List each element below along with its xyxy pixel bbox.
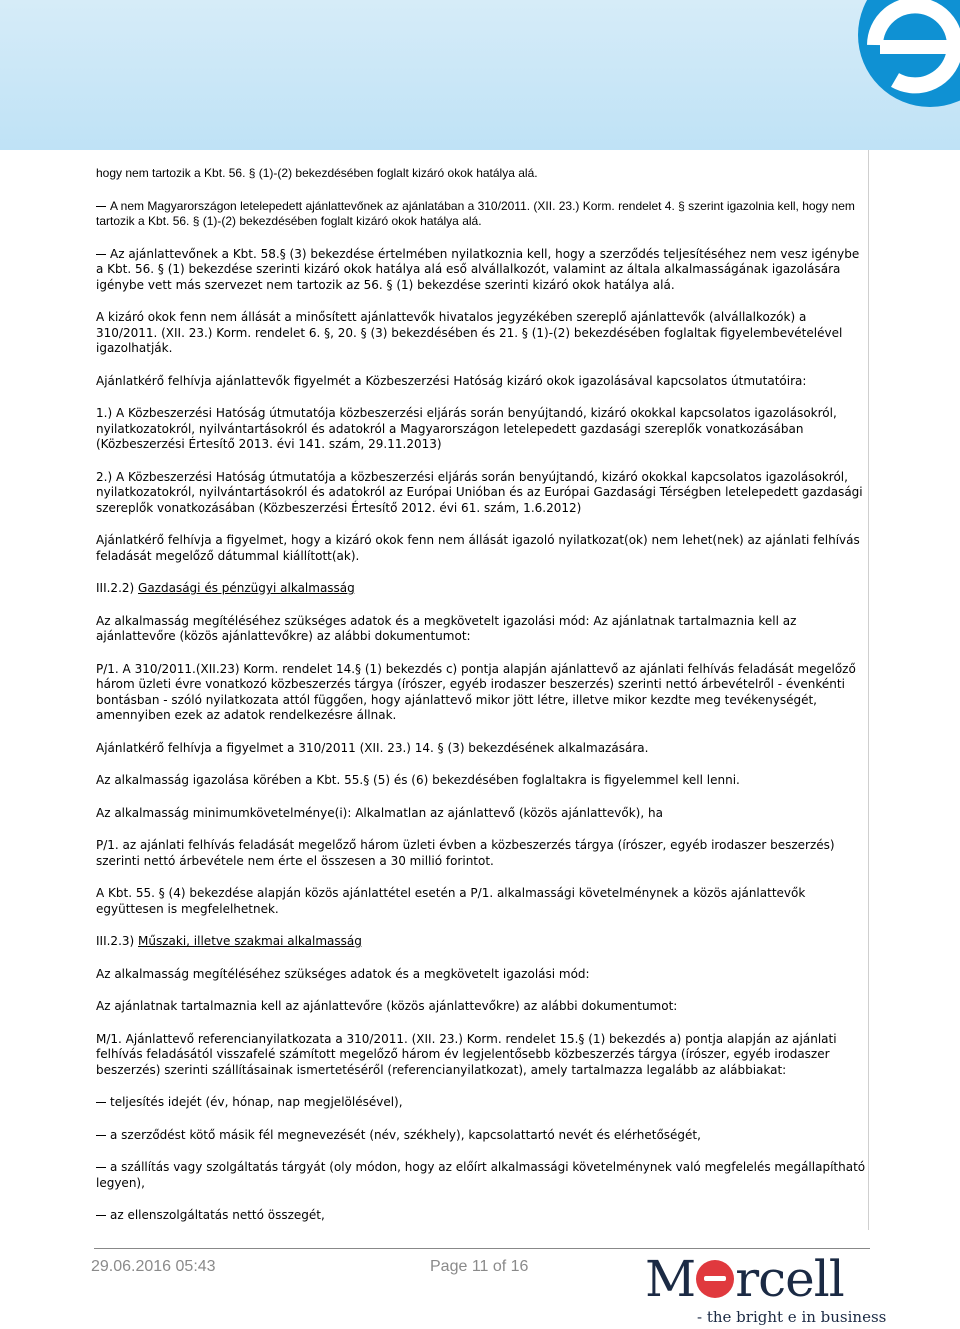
- paragraph: A nem Magyarországon letelepedett ajánlattevőnek az ajánlatában a 310/2011. (XII. 23.) Korm. rendelet 4. § szerint igazolnia kell, hogy nem tartozik a Kbt. 56. § (1)-(2) bekezdésében foglalt kizáró okok hatálya alá.: [96, 198, 855, 228]
- brand-tagline: - the bright e in business: [697, 1308, 887, 1326]
- paragraph: hogy nem tartozik a Kbt. 56. § (1)-(2) bekezdésében foglalt kizáró okok hatálya alá.: [96, 166, 538, 180]
- paragraph: M/1. Ajánlattevő referencianyilatkozata a 310/2011. (XII. 23.) Korm. rendelet 15.§ (1) bekezdés a) pontja alapján az ajánlati felhívás feladásától visszafelé számított megelőző három év legjelentősebb közbeszerzés tárgya (írószer, egyéb irodaszer beszerzés) szerinti szállításainak ismertetéséről (referencianyilatkozat), amely tartalmazza legalább az alábbiakat:: [96, 1031, 837, 1077]
- section-heading-economic: III.2.2) Gazdasági és pénzügyi alkalmasság: [96, 581, 355, 595]
- list-item: az ellenszolgáltatás nettó összegét,: [96, 1208, 868, 1224]
- footer-datetime: 29.06.2016 05:43: [91, 1258, 216, 1275]
- paragraph: A Kbt. 55. § (4) bekezdése alapján közös ajánlattétel esetén a P/1. alkalmassági követelménynek a közös ajánlattevők együttesen is megfelelhetnek.: [96, 886, 806, 916]
- paragraph: Az ajánlatnak tartalmaznia kell az ajánlattevőre (közös ajánlattevőkre) az alábbi dokumentumot:: [96, 999, 678, 1013]
- paragraph: Az alkalmasság megítéléséhez szükséges adatok és a megkövetelt igazolási mód: Az ajánlatnak tartalmaznia kell az ajánlattevőre (közös ajánlattevőkre) az alábbi dokumentumot:: [96, 613, 797, 643]
- list-item: a szerződést kötő másik fél megnevezését (név, székhely), kapcsolattartó nevét és elérhetőségét,: [96, 1128, 868, 1144]
- dash-bullet-icon: [96, 1167, 106, 1168]
- footer-page-number: Page 11 of 16: [430, 1258, 529, 1275]
- paragraph: 1.) A Közbeszerzési Hatóság útmutatója közbeszerzési eljárás során benyújtandó, kizáró okokkal kapcsolatos igazolásokról, nyilatkozatokról, nyilvántartásokról és adatokról a Magyarországon letelepedett gazdasági szereplők vonatkozásában (Közbeszerzési Értesítő 2013. évi 141. szám, 29.11.2013): [96, 406, 837, 451]
- dash-bullet-icon: [96, 1135, 106, 1136]
- paragraph: Az alkalmasság megítéléséhez szükséges adatok és a megkövetelt igazolási mód:: [96, 966, 590, 981]
- dash-bullet-icon: [96, 1102, 106, 1103]
- section-heading-technical: III.2.3) Műszaki, illetve szakmai alkalmasság: [96, 934, 362, 948]
- paragraph: P/1. A 310/2011.(XII.23) Korm. rendelet 14.§ (1) bekezdés c) pontja alapján ajánlattevő az ajánlati felhívás feladását megelőző három üzleti évre vonatkozó közbeszerzés tárgya (írószer, egyéb irodaszer beszerzés) szerinti nettó árbevételről - évenkénti bontásban - szóló nyilatkozata attól függően, hogy ajánlattevő mikor jött létre, illetve mikor kezdte meg tevékenységét, amennyiben ezek az adatok rendelkezésre állnak.: [96, 661, 856, 722]
- header-band: [0, 0, 960, 150]
- brand-e-logo-icon: [820, 0, 960, 140]
- list-item: teljesítés idejét (év, hónap, nap megjelölésével),: [96, 1095, 868, 1111]
- paragraph: 2.) A Közbeszerzési Hatóság útmutatója a közbeszerzési eljárás során benyújtandó, kizáró okokkal kapcsolatos igazolásokról, nyilatkozatokról, nyilvántartásokról és adatokról az Európai Unióban és az Európai Gazdasági Térségben letelepedett gazdasági szereplők vonatkozásában (Közbeszerzési Értesítő 2012. évi 61. szám, 1.6.2012): [96, 469, 863, 515]
- paragraph: A kizáró okok fenn nem állását a minősített ajánlattevők hivatalos jegyzékében szereplő ajánlattevők (alvállalkozók) a 310/2011. (XII. 23.) Korm. rendelet 6. §, 20. § (3) bekezdésében és 21. § (1)-(2) bekezdésében foglaltak figyelembevételével igazolhatják.: [96, 310, 843, 355]
- paragraph: Ajánlatkérő felhívja a figyelmet, hogy a kizáró okok fenn nem állását igazoló nyilatkozat(ok) nem lehet(nek) az ajánlati felhívás feladását megelőző dátummal kiállított(ak).: [96, 533, 860, 563]
- dash-bullet-icon: [96, 1215, 106, 1216]
- list-item: a szállítás vagy szolgáltatás tárgyát (oly módon, hogy az előírt alkalmassági követelménynek való megfelelés megállapítható legyen),: [96, 1160, 866, 1190]
- brand-name: M rcell: [645, 1250, 844, 1308]
- paragraph: P/1. az ajánlati felhívás feladását megelőző három üzleti évben a közbeszerzés tárgya (írószer, egyéb irodaszer beszerzés) szerinti nettó árbevétele nem érte el összesen a 30 millió forintot.: [96, 838, 835, 868]
- document-body: [96, 166, 868, 1241]
- brand-logo: [645, 1250, 887, 1326]
- paragraph: Az alkalmasság igazolása körében a Kbt. 55.§ (5) és (6) bekezdésében foglaltakra is figyelemmel kell lenni.: [96, 773, 740, 787]
- brand-e-icon: [696, 1260, 734, 1298]
- paragraph: Ajánlatkérő felhívja a figyelmet a 310/2011 (XII. 23.) 14. § (3) bekezdésének alkalmazására.: [96, 740, 649, 755]
- paragraph: Az alkalmasság minimumkövetelménye(i): Alkalmatlan az ajánlattevő (közös ajánlattevők), ha: [96, 805, 663, 820]
- dash-bullet-icon: [96, 206, 106, 207]
- paragraph: Az ajánlattevőnek a Kbt. 58.§ (3) bekezdése értelmében nyilatkoznia kell, hogy a szerződés teljesítéséhez nem vesz igénybe a Kbt. 56. § (1) bekezdése szerinti kizáró okok hatálya alá eső alvállalkozót, valamint az általa alkalmasságának igazolására igénybe vett más szervezet nem tartozik az 56. § (1) bekezdése szerinti kizáró okok hatálya alá.: [96, 246, 860, 292]
- right-margin-line: [868, 150, 869, 1230]
- paragraph: Ajánlatkérő felhívja ajánlattevők figyelmét a Közbeszerzési Hatóság kizáró okok igazolásával kapcsolatos útmutatóira:: [96, 373, 807, 388]
- dash-bullet-icon: [96, 254, 106, 255]
- footer-divider: [94, 1248, 870, 1249]
